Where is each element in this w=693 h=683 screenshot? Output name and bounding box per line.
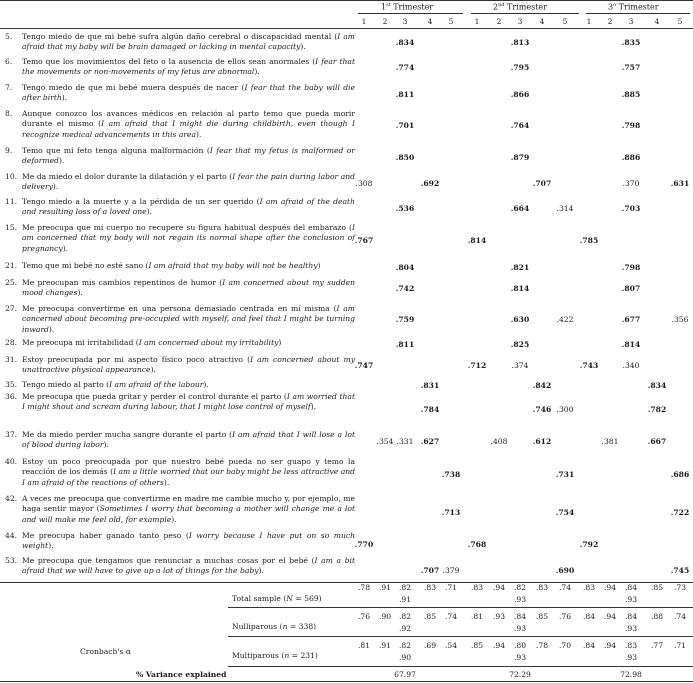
table-rule	[228, 636, 693, 637]
factor-loading: .798	[621, 121, 641, 130]
group-n-symbol: n	[284, 651, 290, 660]
column-number: 5	[562, 17, 568, 26]
item-description	[22, 338, 355, 348]
factor-loading: .536	[395, 204, 415, 213]
factor-loading: .768	[467, 540, 487, 549]
item-number: 44.	[5, 531, 18, 540]
item-english-translation: Sometimes I worry that becoming a mother will change me a lot and will make me feel old, for example	[22, 504, 356, 524]
item-description	[22, 304, 355, 335]
item-closing: ).	[103, 440, 109, 450]
factor-loading: .792	[579, 540, 599, 549]
table-rule	[0, 681, 693, 682]
item-spanish-text: Tengo miedo de que mi bebé muera después de nacer (	[22, 83, 245, 92]
trimester-ordinal: o	[613, 2, 617, 8]
item-number: 6.	[5, 57, 13, 66]
cronbach-alpha-value: .81	[357, 641, 371, 650]
item-closing: ).	[163, 477, 170, 487]
cronbach-alpha-title: Cronbach's α	[80, 647, 131, 656]
cronbach-alpha-value: .88	[650, 612, 664, 621]
trimester-word: Trimester	[390, 2, 434, 12]
factor-loading: .707	[532, 179, 552, 188]
item-number: 10.	[5, 172, 18, 181]
factor-loading: .754	[555, 508, 575, 517]
column-number: 4	[539, 17, 545, 26]
item-spanish-text: Me preocupan mis cambios repentinos de humor (	[22, 278, 223, 287]
item-number: 40.	[5, 457, 18, 466]
item-spanish-text: Tengo miedo de que mi bebé sufra algún daño cerebral o discapacidad mental (	[22, 32, 338, 41]
cronbach-alpha-total: .90	[398, 653, 412, 662]
factor-loading: .807	[621, 284, 641, 293]
table-rule	[0, 28, 693, 29]
factor-loading: .835	[621, 38, 641, 47]
cronbach-alpha-value: .84	[513, 612, 527, 621]
item-number: 8.	[5, 109, 13, 118]
factor-loading: .784	[420, 405, 440, 414]
factor-loading: .879	[510, 153, 530, 162]
item-spanish-text: Temo que mi feto tenga alguna malformación (	[22, 146, 210, 155]
factor-loading: .798	[621, 263, 641, 272]
cronbach-alpha-value: .83	[423, 583, 437, 592]
cronbach-group-label	[232, 651, 318, 660]
factor-loading: .631	[670, 179, 690, 188]
cronbach-alpha-value: .54	[444, 641, 458, 650]
cronbach-alpha-value: .83	[582, 583, 596, 592]
item-description	[22, 392, 355, 413]
item-english-translation: I am a bit afraid that we will have to give up a lot of things for the baby	[22, 556, 355, 576]
item-closing: )	[278, 338, 282, 347]
factor-loading: .627	[420, 437, 440, 446]
trimester-number: 1	[381, 2, 387, 12]
item-spanish-text: Tengo miedo a la muerte y a la pérdida de un ser querido (	[22, 197, 260, 206]
factor-loading: .814	[510, 284, 530, 293]
cronbach-alpha-value: .78	[535, 641, 549, 650]
factor-loading: .354	[376, 437, 394, 446]
item-spanish-text: Me preocupa que tengamos que renunciar a muchas cosas por el bebé (	[22, 556, 315, 565]
factor-loading: .722	[670, 508, 690, 517]
group-name: Nulliparous (	[232, 622, 283, 631]
factor-loading: .692	[420, 179, 440, 188]
item-closing: ).	[171, 514, 177, 524]
item-description	[22, 457, 355, 488]
item-number: 28.	[5, 338, 18, 347]
cronbach-alpha-value: .84	[582, 612, 596, 621]
factor-loading: .667	[647, 437, 667, 446]
factor-loading: .331	[396, 437, 414, 446]
factor-loading: .612	[532, 437, 552, 446]
group-name: Multiparous (	[232, 651, 285, 660]
cronbach-alpha-value: .85	[535, 612, 549, 621]
item-number: 42.	[5, 494, 18, 503]
factor-loading: .356	[671, 315, 689, 324]
cronbach-alpha-total: .93	[513, 653, 527, 662]
cronbach-alpha-value: .94	[603, 583, 617, 592]
group-n-value: = 569)	[292, 594, 322, 603]
factor-loading: .340	[622, 361, 640, 370]
column-number: 5	[677, 17, 683, 26]
factor-loading: .713	[441, 508, 461, 517]
cronbach-alpha-value: .76	[357, 612, 371, 621]
item-closing: ).	[58, 156, 65, 166]
item-english-translation: I am afraid of the labour	[109, 380, 204, 389]
factor-loading: .866	[510, 90, 530, 99]
column-number: 4	[427, 17, 433, 26]
trimester-header	[381, 2, 433, 12]
cronbach-alpha-value: .78	[357, 583, 371, 592]
cronbach-alpha-value: .74	[558, 583, 572, 592]
cronbach-alpha-total: .93	[513, 624, 527, 633]
item-english-translation: I am afraid of the death and resulting loss of a loved one	[22, 197, 355, 217]
cronbach-alpha-value: .74	[444, 612, 458, 621]
trimester-number: 3	[608, 2, 614, 12]
cronbach-alpha-value: .93	[492, 612, 506, 621]
item-number: 9.	[5, 146, 13, 155]
column-number: 3	[517, 17, 523, 26]
item-description	[22, 531, 355, 552]
factor-loading: .745	[670, 566, 690, 575]
factor-loading: .712	[467, 361, 487, 370]
cronbach-alpha-total: .93	[513, 595, 527, 604]
cronbach-alpha-total: .91	[398, 595, 412, 604]
item-english-translation: I am worried that I might shout and scream during labour, that I might lose control of myself	[22, 392, 355, 412]
cronbach-alpha-value: .82	[398, 612, 412, 621]
cronbach-alpha-total: .92	[398, 624, 412, 633]
item-english-translation: I am afraid that my baby will be brain damaged or lacking in mental capacity	[22, 32, 355, 52]
factor-loading: .408	[490, 437, 508, 446]
factor-loading: .821	[510, 263, 530, 272]
factor-loading: .308	[355, 179, 373, 188]
factor-loading: .677	[621, 315, 641, 324]
variance-explained-value: 72.98	[620, 670, 642, 679]
cronbach-alpha-value: .69	[423, 641, 437, 650]
factor-loading: .757	[621, 63, 641, 72]
table-rule	[228, 666, 693, 667]
factor-loading: .746	[532, 405, 552, 414]
item-description	[22, 223, 355, 254]
factor-loading: .886	[621, 153, 641, 162]
item-english-translation: I am afraid that I will lose a lot of blood during labor	[22, 430, 355, 450]
factor-loading: .703	[621, 204, 641, 213]
factor-loading: .701	[395, 121, 415, 130]
item-spanish-text: Me preocupa mi irritabilidad (	[22, 338, 139, 347]
variance-explained-value: 72.29	[509, 670, 531, 679]
factor-loading: .834	[647, 381, 667, 390]
item-spanish-text: Me preocupa que pueda gritar y perder el control durante el parto (	[22, 392, 287, 401]
cronbach-alpha-value: .76	[558, 612, 572, 621]
item-number: 11.	[5, 197, 18, 206]
cronbach-alpha-value: .77	[650, 641, 664, 650]
item-description	[22, 146, 355, 167]
cronbach-alpha-total: .93	[624, 624, 638, 633]
factor-loading: .850	[395, 153, 415, 162]
factor-loading: .630	[510, 315, 530, 324]
factor-loading: .811	[395, 340, 415, 349]
factor-loading: .785	[579, 236, 599, 245]
item-description	[22, 355, 355, 376]
cronbach-group-label	[232, 622, 316, 631]
column-number: 2	[496, 17, 502, 26]
trimester-header	[608, 2, 659, 12]
trimester-underline	[586, 13, 690, 14]
item-spanish-text: Me da miedo perder mucha sangre durante el parto (	[22, 430, 233, 439]
cronbach-alpha-value: .94	[603, 641, 617, 650]
trimester-word: Trimester	[504, 2, 547, 12]
factor-loading: .759	[395, 315, 415, 324]
item-number: 5.	[5, 32, 13, 41]
item-closing: ).	[196, 129, 202, 139]
item-spanish-text: A veces me preocupa que convertirme en madre me cambie mucho y, por ejemplo, me haga sentir mayor (	[22, 494, 355, 514]
trimester-header	[493, 2, 547, 12]
cronbach-alpha-value: .71	[673, 641, 687, 650]
column-number: 1	[586, 17, 592, 26]
item-spanish-text: Tengo miedo al parto (	[22, 380, 110, 389]
column-number: 3	[628, 17, 634, 26]
trimester-underline	[471, 13, 579, 14]
factor-loading: .742	[395, 284, 415, 293]
item-english-translation: I fear that my fetus is malformed or deformed	[22, 146, 355, 166]
item-description	[22, 494, 355, 525]
cronbach-alpha-value: .84	[582, 641, 596, 650]
trimester-word: Trimester	[616, 2, 659, 12]
factor-loading: .690	[555, 566, 575, 575]
column-number: 3	[402, 17, 408, 26]
item-english-translation: I am concerned about my sudden mood changes	[22, 278, 355, 298]
cronbach-alpha-value: .82	[398, 641, 412, 650]
item-english-translation: I am afraid that I might die during childbirth, even though I recognize medical advancements in this area	[22, 119, 355, 139]
item-description	[22, 83, 355, 104]
factor-loading: .743	[579, 361, 599, 370]
factor-loading: .764	[510, 121, 530, 130]
group-n-value: = 231)	[289, 651, 318, 660]
item-description	[22, 197, 355, 218]
item-description	[22, 380, 355, 390]
cronbach-group-label	[232, 594, 322, 603]
item-spanish-text: Estoy preocupada por mi aspecto físico poco atractivo (	[22, 355, 251, 364]
factor-loading: .804	[395, 263, 415, 272]
column-number: 2	[382, 17, 388, 26]
item-description	[22, 261, 355, 271]
item-number: 36.	[5, 392, 18, 401]
cronbach-alpha-value: .94	[603, 612, 617, 621]
item-spanish-text: Temo que mi bebé no esté sano (	[22, 261, 149, 270]
cronbach-alpha-value: .83	[470, 583, 484, 592]
item-number: 53.	[5, 556, 18, 565]
cronbach-alpha-value: .71	[444, 583, 458, 592]
column-number: 1	[474, 17, 480, 26]
factor-loading: .731	[555, 470, 575, 479]
cronbach-alpha-value: .80	[513, 641, 527, 650]
item-spanish-text: Temo que los movimientos del feto o la ausencia de ellos sean anormales (	[22, 57, 316, 66]
cronbach-alpha-value: .83	[624, 641, 638, 650]
item-description	[22, 32, 355, 53]
item-english-translation: I fear that the baby will die after birth	[22, 83, 355, 103]
item-spanish-text: Me da miedo el dolor durante la dilatación y el parto (	[22, 172, 233, 181]
factor-loading: .767	[354, 236, 374, 245]
factor-loading: .738	[441, 470, 461, 479]
factor-loading: .814	[467, 236, 487, 245]
item-number: 7.	[5, 83, 13, 92]
item-english-translation: I am concerned that my body will not regain its normal shape after the conclusion of pregnancy	[22, 223, 355, 253]
item-spanish-text: Me preocupa que mi cuerpo no recupere su figura habitual después del embarazo (	[22, 223, 352, 232]
column-number: 2	[607, 17, 613, 26]
item-number: 37.	[5, 430, 18, 439]
column-number: 1	[361, 17, 367, 26]
item-closing: )	[317, 261, 321, 270]
item-closing: ).	[254, 67, 260, 77]
factor-loading: .885	[621, 90, 641, 99]
item-english-translation: I am afraid that my baby will not be healthy	[148, 261, 318, 270]
factor-loading: .300	[556, 405, 574, 414]
column-number: 4	[654, 17, 660, 26]
item-english-translation: I fear the pain during labor and delivery	[22, 172, 355, 192]
item-description	[22, 430, 355, 451]
factor-loading: .795	[510, 63, 530, 72]
cronbach-alpha-total: .93	[624, 653, 638, 662]
factor-loading: .825	[510, 340, 530, 349]
item-spanish-text: Me preocupa haber ganado tanto peso (	[22, 531, 189, 540]
group-n-value: = 338)	[287, 622, 317, 631]
cronbach-alpha-value: .90	[378, 612, 392, 621]
factor-loading: .379	[442, 566, 460, 575]
cronbach-alpha-value: .84	[624, 612, 638, 621]
item-english-translation: I worry because I have put on so much weight	[22, 531, 355, 551]
item-number: 31.	[5, 355, 18, 364]
cronbach-alpha-total: .93	[624, 595, 638, 604]
item-closing: ).	[310, 402, 317, 412]
factor-loading: .842	[532, 381, 552, 390]
factor-loading: .814	[621, 340, 641, 349]
factor-loading: .782	[647, 405, 667, 414]
cronbach-alpha-value: .94	[492, 583, 506, 592]
item-closing: ).	[146, 207, 153, 217]
item-english-translation: I am concerned about my irritability	[138, 338, 279, 347]
trimester-ordinal: st	[386, 2, 391, 8]
cronbach-alpha-value: .91	[378, 641, 392, 650]
cronbach-alpha-value: .85	[470, 641, 484, 650]
table-rule	[228, 607, 693, 608]
factor-loading: .774	[395, 63, 415, 72]
cronbach-alpha-value: .83	[535, 583, 549, 592]
factor-loading: .664	[510, 204, 530, 213]
factor-loading: .381	[601, 437, 619, 446]
item-number: 25.	[5, 278, 18, 287]
item-closing: ).	[150, 365, 156, 375]
item-english-translation: I am concerned about becoming pre-occupied with myself, and feel that I might be turning inward	[22, 304, 355, 334]
cronbach-alpha-value: .82	[398, 583, 412, 592]
item-english-translation: I am a little worried that our baby might be less attractive and I am afraid of the reactions of others	[22, 467, 355, 487]
factor-loading: .707	[420, 566, 440, 575]
item-closing: ).	[48, 324, 55, 334]
item-description	[22, 109, 355, 140]
cronbach-alpha-value: .73	[673, 583, 687, 592]
item-description	[22, 556, 355, 577]
factor-loading: .422	[556, 315, 574, 324]
item-description	[22, 57, 355, 78]
item-closing: ).	[77, 288, 83, 298]
item-number: 15.	[5, 223, 18, 232]
factor-loading: .831	[420, 381, 440, 390]
factor-loading: .686	[670, 470, 690, 479]
item-closing: ).	[48, 541, 54, 551]
group-n-symbol: N	[286, 594, 293, 603]
factor-loading: .813	[510, 38, 530, 47]
cronbach-alpha-value: .82	[513, 583, 527, 592]
item-closing: ).	[62, 243, 69, 253]
factor-loading: .314	[556, 204, 574, 213]
item-closing: ).	[203, 380, 209, 389]
factor-loading: .811	[395, 90, 415, 99]
column-number: 5	[448, 17, 454, 26]
item-english-translation: I fear that the movements or non-movements of my fetus are abnormal	[22, 57, 355, 77]
item-closing: ).	[258, 566, 264, 576]
item-closing: ).	[300, 42, 306, 52]
item-number: 35.	[5, 380, 18, 389]
item-spanish-text: Estoy un poco preocupada por que nuestro bebé pueda no ser guapo y temo la reacción de los demás (	[22, 457, 355, 477]
item-spanish-text: Me preocupa convertirme en una persona demasiado centrada en mí misma (	[22, 304, 337, 313]
cronbach-alpha-value: .84	[624, 583, 638, 592]
trimester-underline	[358, 13, 463, 14]
factor-loading: .747	[354, 361, 374, 370]
item-number: 27.	[5, 304, 18, 313]
variance-explained-value: 67.97	[394, 670, 416, 679]
factor-loading: .370	[622, 179, 640, 188]
cronbach-alpha-value: .94	[492, 641, 506, 650]
item-number: 21.	[5, 261, 18, 270]
table-rule	[0, 0, 693, 1]
item-english-translation: I am concerned about my unattractive physical appearance	[22, 355, 355, 375]
variance-explained-label: % Variance explained	[136, 670, 227, 679]
cronbach-alpha-value: .85	[650, 583, 664, 592]
item-closing: ).	[61, 93, 68, 103]
item-closing: ).	[52, 182, 59, 192]
cronbach-alpha-value: .74	[673, 612, 687, 621]
cronbach-alpha-value: .70	[558, 641, 572, 650]
factor-loading: .770	[354, 540, 374, 549]
group-name: Total sample (	[232, 594, 287, 603]
item-spanish-text: Aunque conozco los avances médicos en relación al parto temo que pueda morir durante el mismo (	[22, 109, 355, 129]
factor-loading: .374	[511, 361, 529, 370]
item-description	[22, 278, 355, 299]
cronbach-alpha-value: .81	[470, 612, 484, 621]
factor-loading: .834	[395, 38, 415, 47]
group-n-symbol: n	[282, 622, 288, 631]
cronbach-alpha-value: .85	[423, 612, 437, 621]
trimester-number: 2	[493, 2, 499, 12]
trimester-ordinal: nd	[498, 2, 505, 8]
cronbach-alpha-value: .91	[378, 583, 392, 592]
item-description	[22, 172, 355, 193]
